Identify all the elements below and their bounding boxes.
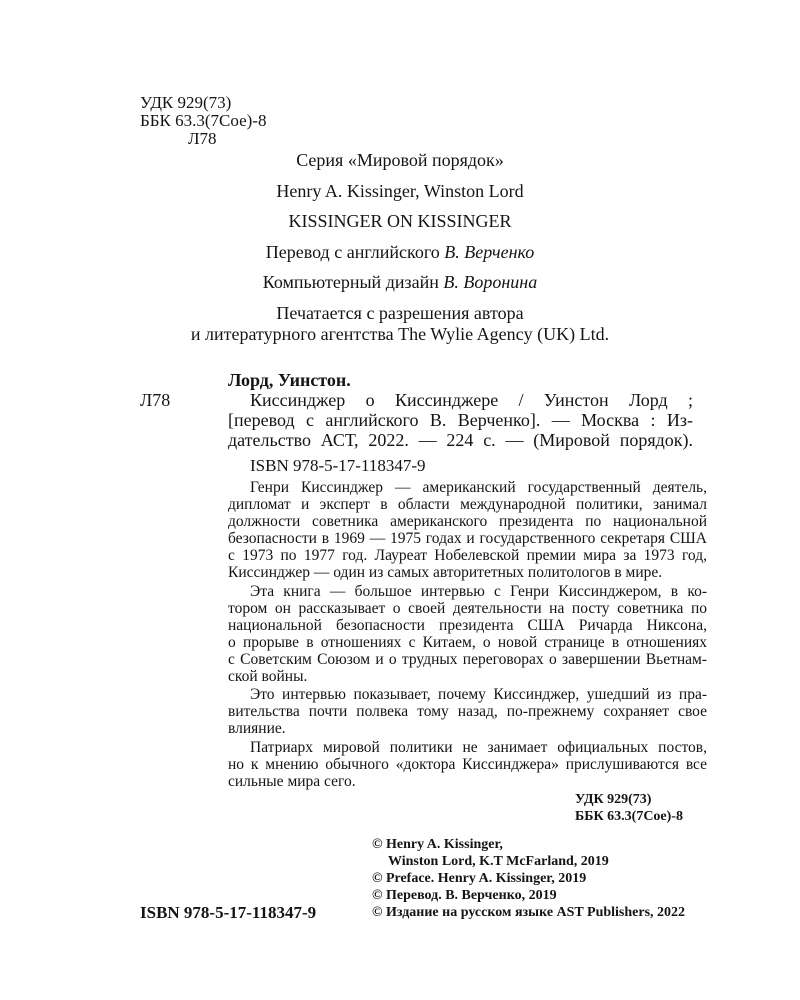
annotation-line: о прорыве в отношениях с Китаем, о новой странице в отношениях	[228, 634, 707, 651]
annotation-line: вительства почти полвека тому назад, по-прежнему сохраняет свое	[228, 703, 707, 720]
annotation-line: тором он рассказывает о своей деятельности на посту советника по	[228, 600, 707, 617]
udk-code: УДК 929(73)	[140, 93, 232, 112]
copyright-line: © Издание на русском языке AST Publishers, 2022	[372, 905, 686, 920]
copyright-line: © Henry A. Kissinger,	[372, 837, 503, 852]
annotation-line: Генри Киссинджер — американский государственный деятель,	[250, 479, 707, 496]
bottom-isbn: ISBN 978-5-17-118347-9	[140, 903, 317, 922]
design-credit	[0, 272, 800, 293]
copyright-line: © Preface. Henry A. Kissinger, 2019	[372, 871, 587, 886]
permission-line-2: и литературного агентства The Wylie Agency (UK) Ltd.	[190, 324, 610, 344]
annotation-line: дипломат и эксперт в области международной политики, занимал	[228, 496, 707, 513]
annotation-line: должности советника американского президента по национальной	[228, 513, 707, 530]
translation-label: Перевод с английского	[265, 242, 445, 262]
original-title: KISSINGER ON KISSINGER	[288, 211, 512, 231]
translation-credit	[0, 242, 800, 263]
annotation-line: Эта книга — большое интервью с Генри Киссинджером, в ко-	[250, 583, 707, 600]
copyright-line: Winston Lord, K.T McFarland, 2019	[388, 854, 609, 869]
original-authors: Henry A. Kissinger, Winston Lord	[276, 181, 524, 201]
permission-line-1: Печатается с разрешения автора	[276, 303, 524, 323]
designer-name: В. Воронина	[443, 272, 538, 292]
footer-udk-code: УДК 929(73)	[575, 792, 652, 807]
annotation-line: Киссинджер — один из самых авторитетных политологов в мире.	[228, 564, 663, 581]
author-mark: Л78	[188, 129, 217, 148]
catalog-isbn: ISBN 978-5-17-118347-9	[250, 456, 426, 475]
annotation-line: с 1973 по 1977 год. Лауреат Нобелевской премии мира за 1973 год,	[228, 547, 707, 564]
annotation-line: ской войны.	[228, 668, 308, 685]
annotation-line: сильные мира сего.	[228, 773, 356, 790]
annotation-line: влияние.	[228, 720, 286, 737]
bbk-code: ББК 63.3(7Сое)-8	[140, 111, 267, 130]
series-title: Серия «Мировой порядок»	[296, 150, 504, 170]
catalog-line-2: [перевод с английского В. Верченко]. — Москва : Из-	[228, 410, 693, 430]
annotation-line: с Советским Союзом и о трудных переговорах о завершении Вьетнам-	[228, 651, 707, 668]
catalog-author-heading: Лорд, Уинстон.	[228, 370, 351, 390]
design-label: Компьютерный дизайн	[262, 272, 444, 292]
annotation-line: национальной безопасности президента США Ричарда Никсона,	[228, 617, 707, 634]
catalog-line-1: Киссинджер о Киссинджере / Уинстон Лорд ;	[250, 390, 693, 410]
annotation-line: но к мнению обычного «доктора Киссинджера» прислушиваются все	[228, 756, 707, 773]
catalog-line-3: дательство АСТ, 2022. — 224 с. — (Мировой порядок).	[228, 430, 693, 450]
annotation-line: Патриарх мировой политики не занимает официальных постов,	[250, 739, 707, 756]
annotation-line: безопасности в 1969 — 1975 годах и государственного секретаря США	[228, 530, 707, 547]
translator-name: В. Верченко	[444, 242, 535, 262]
annotation-line: Это интервью показывает, почему Киссинджер, ушедший из пра-	[250, 686, 707, 703]
copyright-line: © Перевод. В. Верченко, 2019	[372, 888, 557, 903]
footer-bbk-code: ББК 63.3(7Сое)-8	[575, 809, 683, 824]
catalog-mark: Л78	[140, 390, 171, 410]
